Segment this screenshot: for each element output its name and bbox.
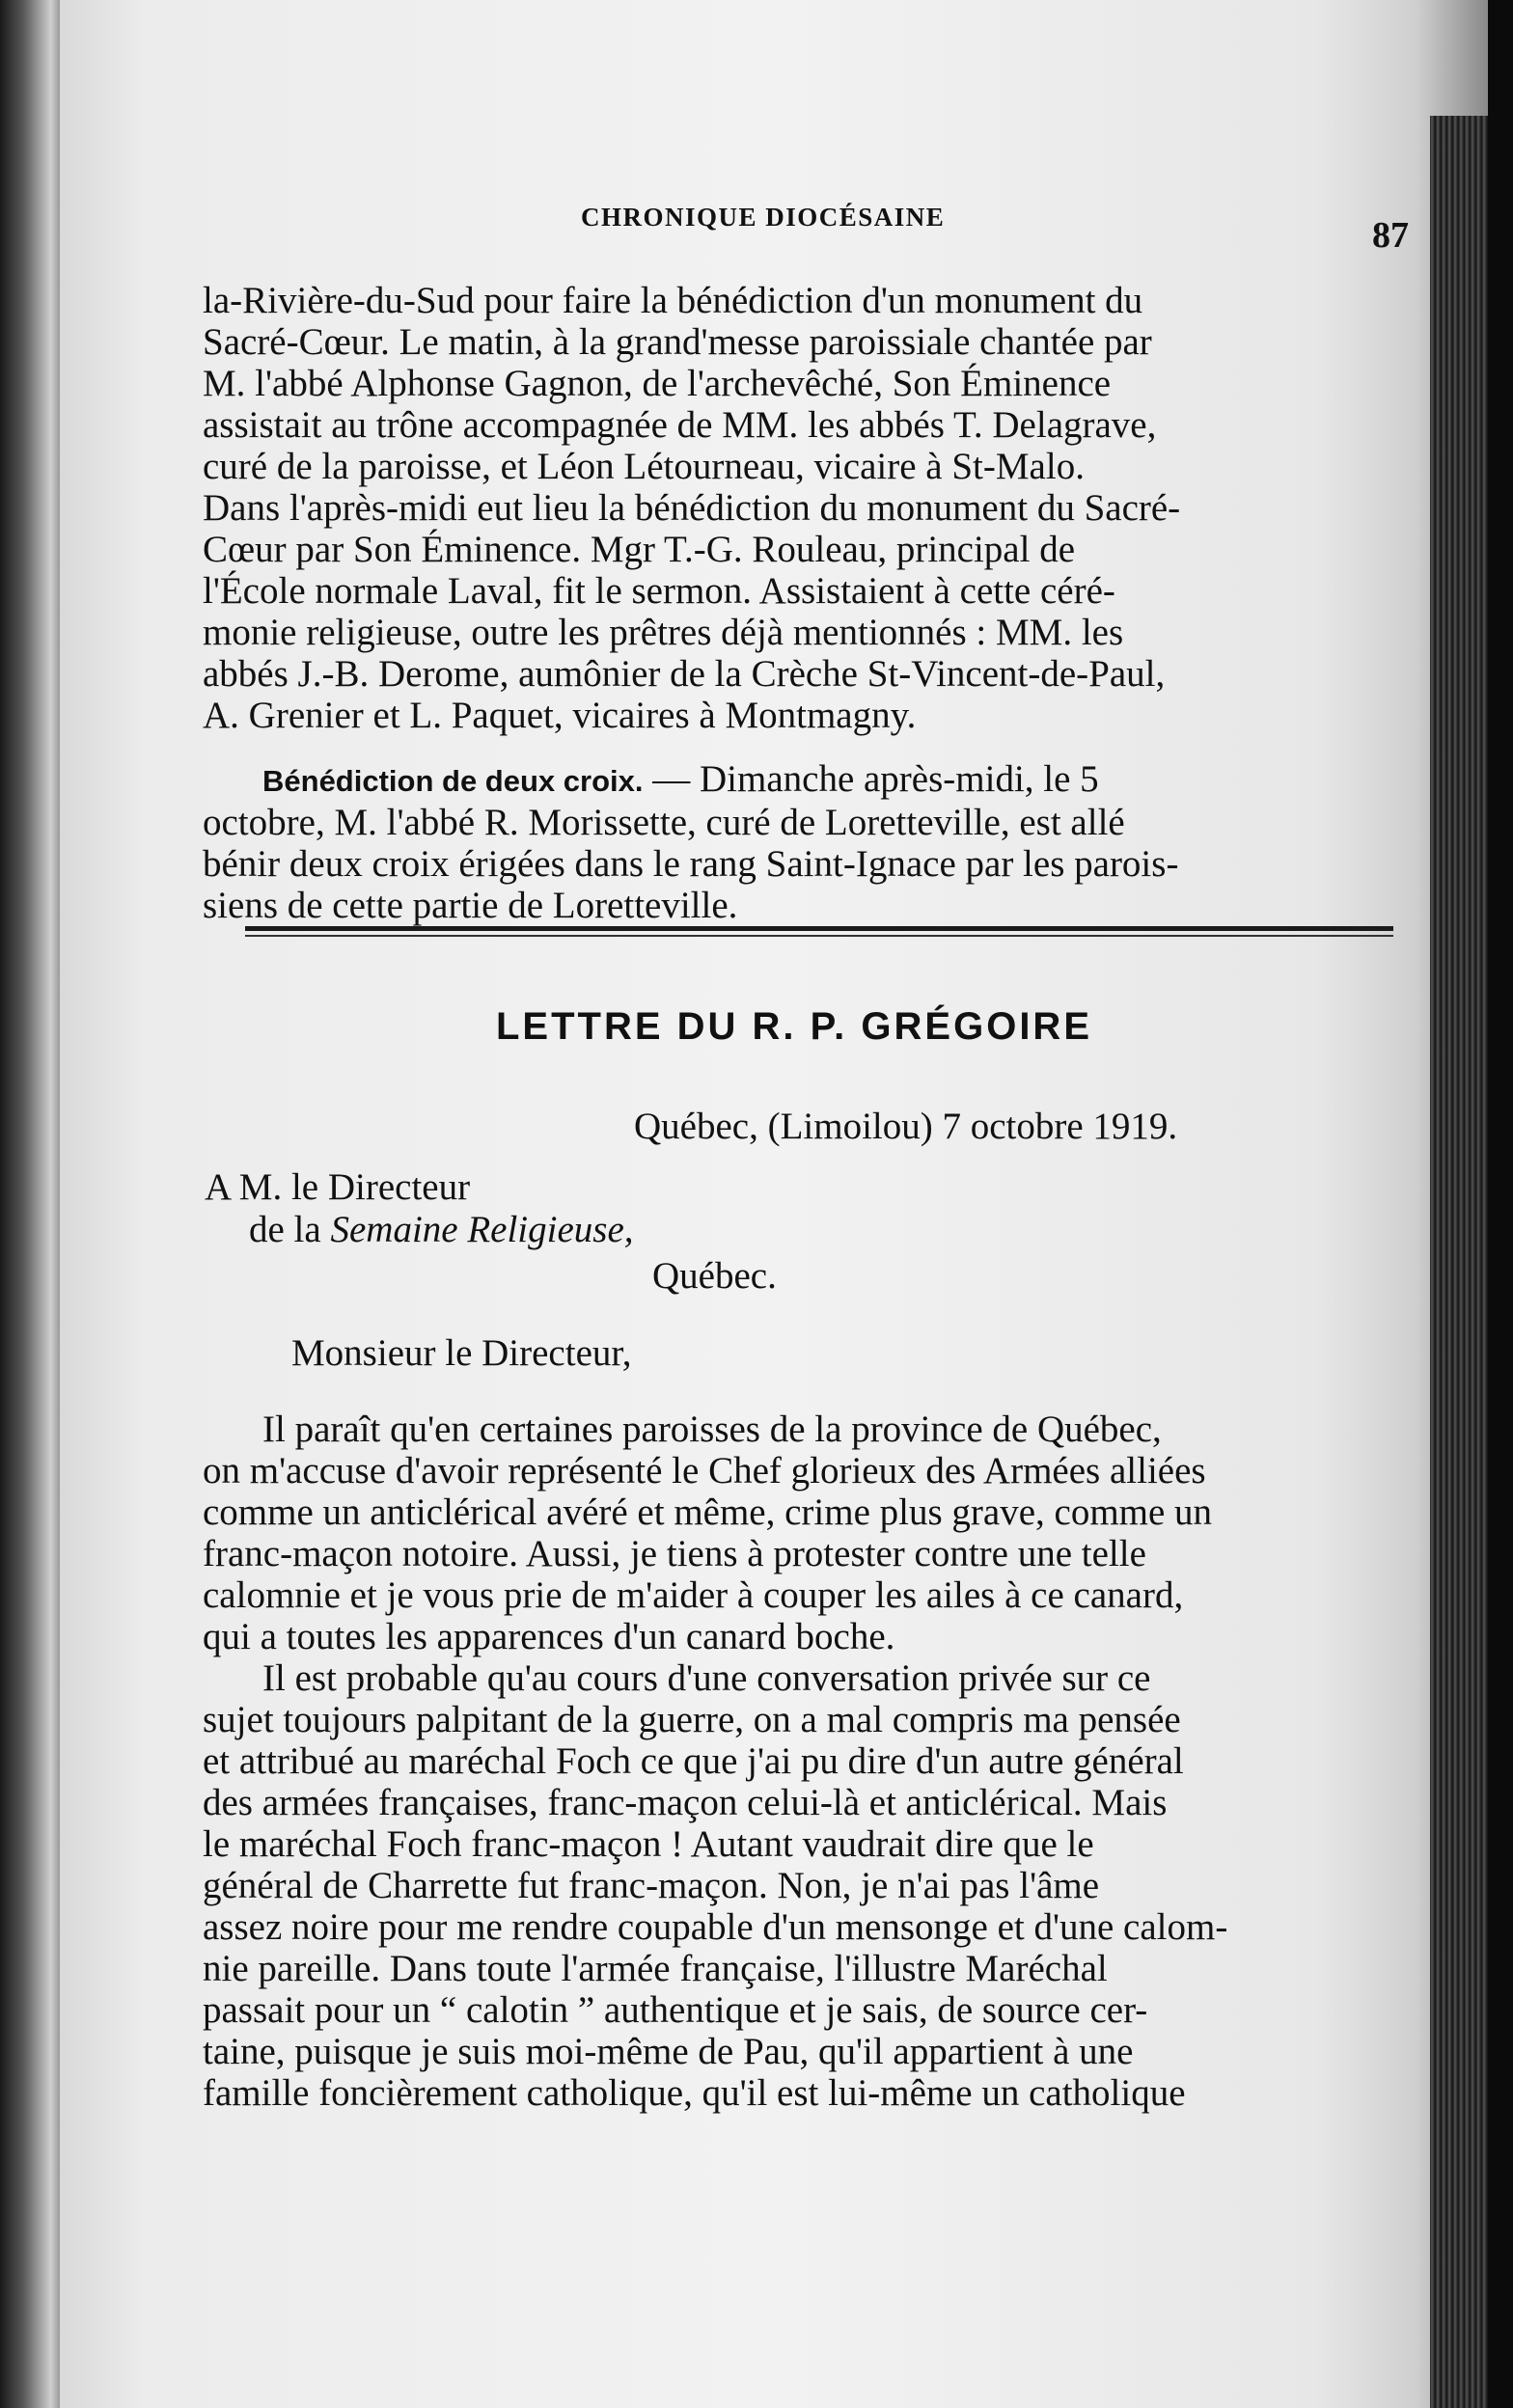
salutation: Monsieur le Directeur, [291, 1332, 632, 1374]
running-title: CHRONIQUE DIOCÉSAINE [581, 203, 946, 232]
divider-thin [245, 935, 1393, 937]
text-line: calomnie et je vous prie de m'aider à couper les ailes à ce canard, [203, 1574, 1184, 1616]
text-line: franc-maçon notoire. Aussi, je tiens à protester contre une telle [203, 1533, 1146, 1574]
text-line: Sacré-Cœur. Le matin, à la grand'messe paroissiale chantée par [203, 321, 1152, 363]
letter-dateline: Québec, (Limoilou) 7 octobre 1919. [634, 1106, 1178, 1147]
text-line: comme un anticlérical avéré et même, crime plus grave, comme un [203, 1491, 1213, 1533]
publication-name: Semaine Religieuse, [330, 1209, 634, 1250]
text-line: abbés J.-B. Derome, aumônier de la Crèche St-Vincent-de-Paul, [203, 653, 1166, 695]
address-line-3: Québec. [652, 1255, 777, 1297]
book-page [60, 0, 1488, 2408]
text-line: général de Charrette fut franc-maçon. Non, je n'ai pas l'âme [203, 1865, 1100, 1906]
text-line: A. Grenier et L. Paquet, vicaires à Montmagny. [203, 695, 917, 736]
letter-body-paragraph-2 [203, 1657, 1405, 2114]
text-line: sujet toujours palpitant de la guerre, on a mal compris ma pensée [203, 1699, 1181, 1740]
text-line: Il paraît qu'en certaines paroisses de la province de Québec, [262, 1409, 1162, 1450]
section-divider [245, 926, 1393, 945]
text-line: Il est probable qu'au cours d'une conversation privée sur ce [262, 1657, 1151, 1699]
text-line: bénir deux croix érigées dans le rang Saint-Ignace par les parois- [203, 843, 1179, 885]
text-line: on m'accuse d'avoir représenté le Chef glorieux des Armées alliées [203, 1450, 1206, 1491]
text-line [203, 758, 1405, 802]
text-line: famille foncièrement catholique, qu'il est lui-même un catholique [203, 2072, 1186, 2114]
page-number: 87 [1372, 215, 1409, 256]
text-line: le maréchal Foch franc-maçon ! Autant vaudrait dire que le [203, 1823, 1094, 1865]
text-line: monie religieuse, outre les prêtres déjà mentionnés : MM. les [203, 612, 1124, 653]
text-line: l'École normale Laval, fit le sermon. Assistaient à cette céré- [203, 570, 1115, 612]
text-line: et attribué au maréchal Foch ce que j'ai pu dire d'un autre général [203, 1740, 1184, 1782]
text-line: curé de la paroisse, et Léon Létourneau, vicaire à St-Malo. [203, 446, 1085, 487]
text-line: qui a toutes les apparences d'un canard boche. [203, 1616, 895, 1657]
text-line: nie pareille. Dans toute l'armée française, l'illustre Maréchal [203, 1948, 1108, 1989]
text-line: M. l'abbé Alphonse Gagnon, de l'archevêché, Son Éminence [203, 363, 1112, 404]
text-line: siens de cette partie de Loretteville. [203, 885, 738, 926]
text-line: octobre, M. l'abbé R. Morissette, curé de Loretteville, est allé [203, 802, 1125, 843]
paragraph-2-lead: Bénédiction de deux croix. [262, 764, 644, 798]
paragraph-2-first-line: — Dimanche après-midi, le 5 [643, 758, 1099, 800]
text-line: assez noire pour me rendre coupable d'un mensonge et d'une calom- [203, 1906, 1228, 1948]
page-stack-edge [1430, 116, 1488, 2408]
text-line: passait pour un “ calotin ” authentique et je sais, de source cer- [203, 1989, 1148, 2031]
text-line: Dans l'après-midi eut lieu la bénédiction du monument du Sacré- [203, 487, 1181, 529]
letter-title: LETTRE DU R. P. GRÉGOIRE [496, 1005, 1092, 1048]
letter-body-paragraph-1 [203, 1409, 1405, 1657]
text-line: la-Rivière-du-Sud pour faire la bénédiction d'un monument du [203, 280, 1143, 321]
paragraph-2 [203, 758, 1405, 926]
address-line-1: A M. le Directeur [205, 1166, 471, 1208]
text-line: assistait au trône accompagnée de MM. les abbés T. Delagrave, [203, 404, 1157, 446]
address-prefix: de la [249, 1209, 331, 1250]
text-line: Cœur par Son Éminence. Mgr T.-G. Rouleau, principal de [203, 529, 1076, 570]
address-line-2 [249, 1208, 634, 1251]
adjacent-page-edge [0, 0, 60, 2408]
text-line: taine, puisque je suis moi-même de Pau, qu'il appartient à une [203, 2031, 1134, 2072]
paragraph-1 [203, 280, 1405, 736]
divider-thick [245, 926, 1393, 931]
text-line: des armées françaises, franc-maçon celui-là et anticlérical. Mais [203, 1782, 1168, 1823]
